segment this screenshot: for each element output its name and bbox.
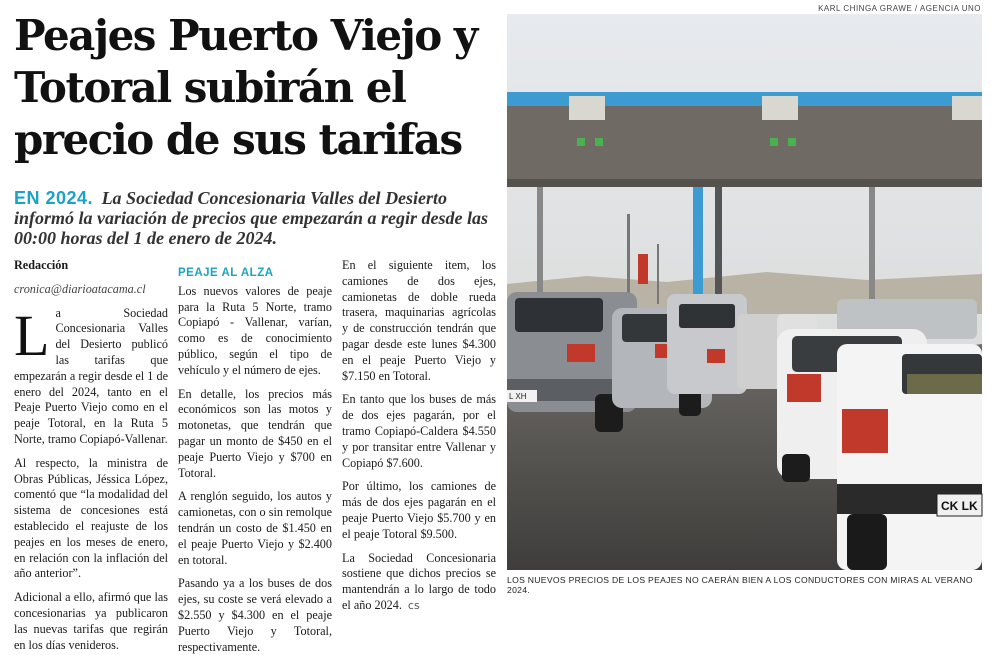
lead-text: La Sociedad Concesionaria Valles del Desierto informó la variación de precios que empezarán a regir desde las 00:00 horas del 1 de enero de 2024.: [14, 188, 488, 248]
pickup-white-right: [837, 344, 982, 570]
subhead-peaje-al-alza: PEAJE AL ALZA: [178, 267, 274, 279]
toll-plaza-illustration: [507, 14, 982, 570]
flag: [638, 254, 648, 284]
paragraph-6: A renglón seguido, los autos y camionetas, con o sin remolque tendrán un costo de $1.450 en el peaje Puerto Viejo y $2.400 en totoral.: [178, 489, 332, 567]
lead-tag: EN 2024.: [14, 188, 94, 208]
paragraph-7: Pasando ya a los buses de dos ejes, su coste se verá elevado a $2.550 y $4.300 en el peaje Puerto Viejo y Totoral, respectivamente.: [178, 576, 332, 654]
paragraph-5: En detalle, los precios más económicos son las motos y motonetas, que tendrán que pagar un monto de $450 en el peaje Puerto Viejo y $700 en Totoral.: [178, 386, 332, 480]
paragraph-8: En el siguiente item, los camiones de dos ejes, camionetas de doble rueda trasera, maquinarias agrícolas y de construcción tendrán que pagar desde este lunes $4.300 en el peaje Puerto Viejo y $7.150 en Totoral.: [342, 258, 496, 383]
paragraph-9: En tanto que los buses de más de dos ejes pagarán, por el tramo Copiapó-Caldera $4.550 y por transitar entre Vallenar y Copiapó $7.600.: [342, 392, 496, 470]
photo-caption: LOS NUEVOS PRECIOS DE LOS PEAJES NO CAERÁN BIEN A LOS CONDUCTORES CON MIRAS AL VERANO 2024.: [507, 575, 973, 595]
paragraph-4: Los nuevos valores de peaje para la Ruta 5 Norte, tramo Copiapó - Vallenar, varían, como es de conocimiento público, según el tipo de vehículo y el número de ejes.: [178, 283, 332, 377]
end-mark: cs: [407, 598, 420, 612]
pickup-middle: [667, 294, 747, 394]
column-1: [14, 258, 168, 652]
paragraph-10: Por último, los camiones de más de dos ejes pagarán en el peaje Puerto Viejo $5.700 y en el peaje Totoral $9.500.: [342, 479, 496, 541]
headline: Peajes Puerto Viejo y Totoral subirán el precio de sus tarifas: [14, 11, 477, 164]
drop-cap: L: [14, 302, 50, 368]
toll-plaza-photo: [507, 14, 982, 570]
paragraph-3: Adicional a ello, afirmó que las concesionarias ya publicaron las nuevas tarifas que regirán en los días venideros.: [14, 590, 168, 652]
plate-left: L XH: [509, 392, 527, 401]
author-email[interactable]: cronica@diarioatacama.cl: [14, 281, 146, 296]
paragraph-11: La Sociedad Concesionaria sostiene que dichos precios se mantendrán a lo largo de todo el año 2024. cs: [342, 550, 496, 612]
paragraph-1: La Sociedad Concesionaria Valles del Desierto publicó las tarifas que empezarán a regir desde el 1 de enero del 2024, tanto en el Peaje Puerto Viejo como en el peaje Totoral, en la Ruta 5 Norte, tramo Copiapó-Vallenar.: [14, 302, 168, 446]
paragraph-2: Al respecto, la ministra de Obras Públicas, Jéssica López, comentó que “la modalidad del sistema de concesiones está establecido el reajuste de los peajes en los meses de enero, en relación con la inflación del año anterior”.: [14, 455, 168, 581]
lead-paragraph: [14, 188, 494, 248]
photo-credit: KARL CHINGA GRAWE / AGENCIA UNO: [818, 4, 981, 13]
column-2: [178, 258, 332, 654]
column-3: [342, 258, 496, 612]
byline: Redacción: [14, 258, 69, 272]
plate-right: CK LK: [941, 499, 978, 513]
